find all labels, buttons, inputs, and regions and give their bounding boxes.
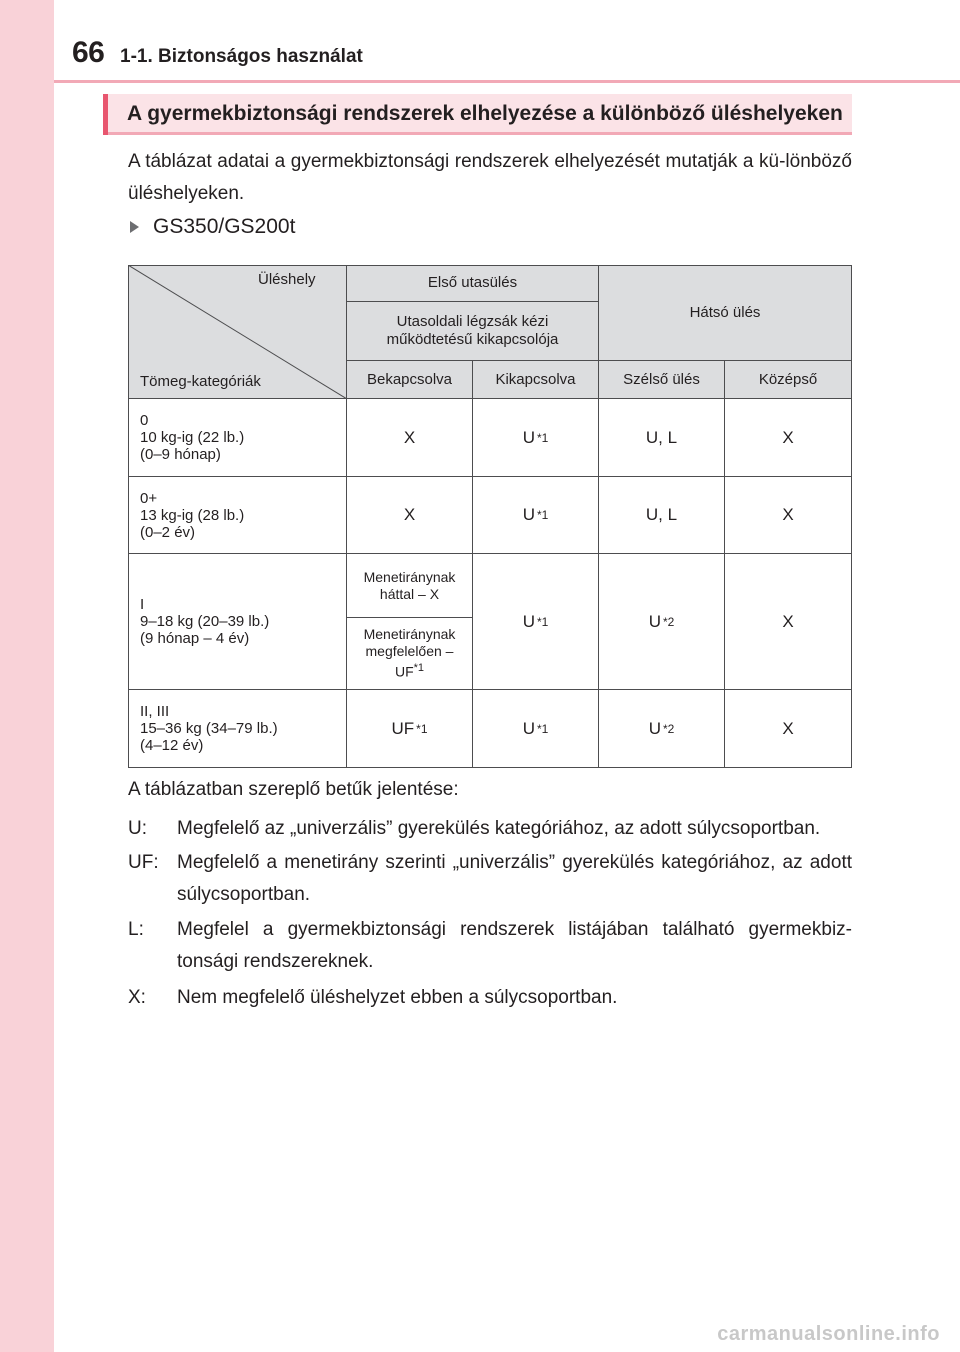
legend-intro: A táblázatban szereplő betűk jelentése: (128, 779, 459, 800)
legend-code: UF: (128, 852, 159, 873)
table-cell: UF *1 (347, 690, 473, 768)
forward-facing-cell: Menetiránynak megfelelően – UF$^{*1}$ (347, 618, 473, 690)
legend-item (128, 847, 852, 911)
legend-text: Megfelel a gyermekbiztonsági rendszerek listájában található gyermekbiz-tonsági rendszereknek. (177, 919, 852, 972)
legend-item (128, 813, 852, 845)
legend-item (128, 914, 852, 978)
table-cell: U *1 (473, 477, 599, 554)
weight-category: II, III (140, 703, 170, 720)
age-range: (9 hónap – 4 év) (140, 630, 250, 647)
weight-range: 13 kg-ig (28 lb.) (140, 506, 245, 524)
header-rule (54, 80, 960, 83)
weight-range: 9–18 kg (20–39 lb.) (140, 613, 270, 630)
off-header: Kikapcsolva (473, 361, 599, 399)
table-cell: U, L (599, 477, 725, 554)
age-range: (4–12 év) (140, 737, 204, 754)
legend-code: U: (128, 818, 147, 839)
table-cell: X (725, 477, 852, 554)
section-title: A gyermekbiztonsági rendszerek elhelyezése a különböző üléshelyeken (127, 102, 843, 125)
table-row-head (128, 399, 347, 477)
seat-placement-table (128, 265, 852, 768)
table-cell: U, L (599, 399, 725, 477)
table-cell: U *1 (473, 399, 599, 477)
table-cell: U *2 (599, 554, 725, 690)
bullet-triangle-icon (130, 221, 139, 233)
table-cell: U *1 (473, 554, 599, 690)
table-row-head (128, 690, 347, 768)
side-color-strip (0, 0, 54, 1352)
weight-category: 0+ (140, 489, 158, 507)
table-cell: X (347, 399, 473, 477)
model-label: GS350/GS200t (153, 215, 296, 238)
table-row-head (128, 554, 347, 690)
table-cell: U *1 (473, 690, 599, 768)
center-seat-header: Középső (725, 361, 852, 399)
corner-seat-label: Üléshely (258, 271, 316, 288)
table-cell: U *2 (599, 690, 725, 768)
weight-category: I (140, 596, 145, 613)
weight-category: 0 (140, 412, 149, 429)
table-row-head (128, 477, 347, 554)
rear-seat-header: Hátsó ülés (599, 265, 852, 361)
table-cell: X (725, 399, 852, 477)
legend-code: L: (128, 919, 144, 940)
age-range: (0–2 év) (140, 523, 196, 541)
section-heading-box (103, 94, 852, 135)
legend-text: Megfelelő a menetirány szerinti „univerzális” gyerekülés kategóriához, az adott súlycsoportban. (177, 852, 852, 905)
intro-paragraph: A táblázat adatai a gyermekbiztonsági rendszerek elhelyezését mutatják a kü-lönböző üléshelyeken. (128, 151, 852, 204)
rear-facing-cell: Menetiránynak háttal – X (347, 554, 473, 618)
age-range: (0–9 hónap) (140, 446, 221, 463)
weight-range: 10 kg-ig (22 lb.) (140, 429, 245, 446)
table-cell: X (347, 477, 473, 554)
weight-range: 15–36 kg (34–79 lb.) (140, 720, 278, 737)
outer-seat-header: Szélső ülés (599, 361, 725, 399)
front-seat-header: Első utasülés (347, 265, 599, 302)
table-cell: X (725, 690, 852, 768)
legend-text: Megfelelő az „univerzális” gyerekülés kategóriához, az adott súlycsoportban. (177, 818, 821, 839)
airbag-switch-header: Utasoldali légzsák kézi működtetésű kikapcsolója (347, 302, 599, 361)
page-number: 66 (72, 36, 105, 69)
table-cell: X (725, 554, 852, 690)
on-header: Bekapcsolva (347, 361, 473, 399)
running-head: 1-1. Biztonságos használat (120, 46, 363, 67)
legend-text: Nem megfelelő üléshelyzet ebben a súlycsoportban. (177, 987, 618, 1008)
table-corner-cell (128, 265, 347, 399)
watermark: carmanualsonline.info (717, 1323, 940, 1345)
legend-code: X: (128, 987, 146, 1008)
model-line (130, 215, 295, 239)
section-accent-bar (103, 94, 108, 135)
corner-weight-label: Tömeg-kategóriák (140, 373, 261, 390)
legend-item (128, 982, 852, 1014)
